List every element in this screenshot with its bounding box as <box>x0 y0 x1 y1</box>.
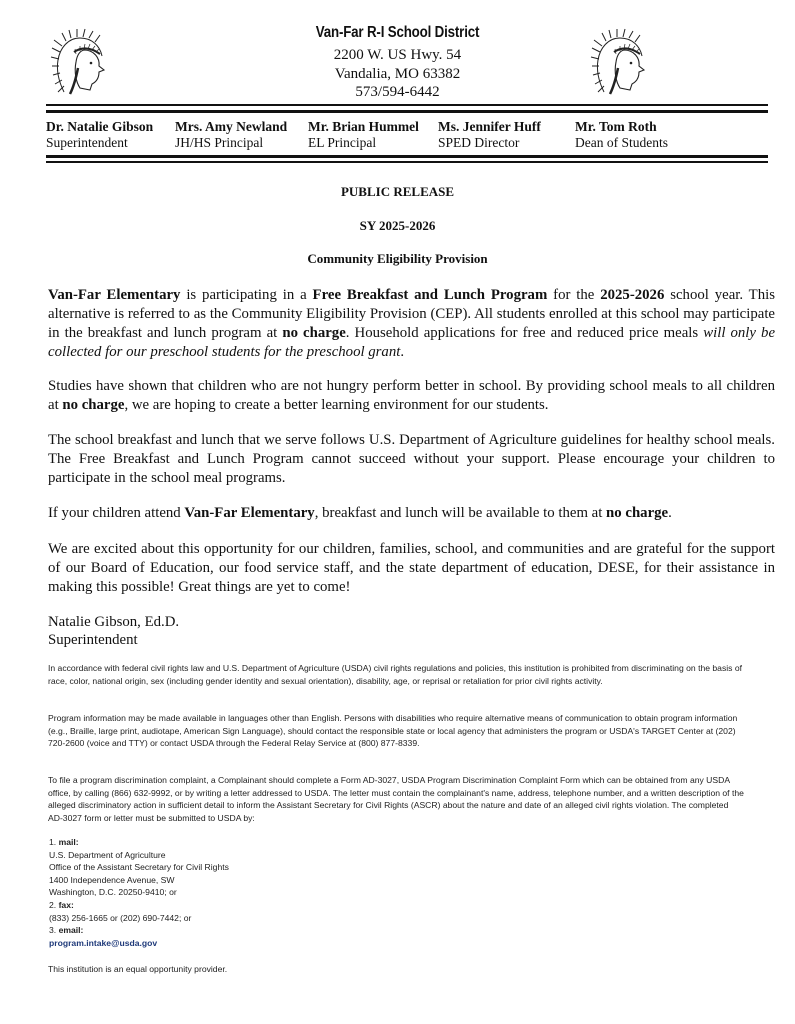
paragraph-participation: Van-Far Elementary is participating in a Free Breakfast and Lunch Program for the 2025-2026 school year. This alternative is referred to as the Community Eligibility Provision (CEP). All students enrolled at this school may participate in the breakfast and lunch program at no charge. Household applications for free and reduced price meals will only be collected for our preschool students for the preschool grant. <box>48 287 776 360</box>
fax-numbers: (833) 256-1665 or (202) 690-7442; or <box>49 912 192 923</box>
paragraph-gratitude: We are excited about this opportunity for our children, families, school, and communities and are grateful for the support of our Board of Education, our food service staff, and the state department of education, DESE, for their assistance in making this possible! Great things are yet to come! <box>48 541 775 595</box>
school-year-heading: SY 2025-2026 <box>359 218 436 233</box>
program-year: 2025-2026 <box>600 287 665 303</box>
staff-title: SPED Director <box>438 135 520 150</box>
staff-member <box>575 119 668 151</box>
district-name: Van-Far R-I School District <box>315 24 480 41</box>
header-rule-bottom-thick <box>46 155 768 158</box>
header-rule-top-thick <box>46 110 768 113</box>
paragraph-studies: Studies have shown that children who are not hungry perform better in school. By providing school meals to all children at no charge, we are hoping to create a better learning environment for our students. <box>48 378 775 413</box>
language-access-statement: Program information may be made available in languages other than English. Persons with disabilities who require alternative means of communication to obtain program information (e.g., Braille, large print, audiotape, American Sign Language), should contact the responsible state or local agency that administers the program or USDA's TARGET Center at (202) 720-2600 (voice and TTY) or contact USDA through the Federal Relay Service at (800) 877-8339. <box>48 713 738 749</box>
district-address-street: 2200 W. US Hwy. 54 <box>333 47 462 63</box>
staff-member <box>438 119 541 151</box>
mail-address-line: Washington, D.C. 20250-9410; or <box>49 887 177 898</box>
signature-title: Superintendent <box>48 632 138 648</box>
staff-name: Mrs. Amy Newland <box>175 119 288 134</box>
staff-title: Superintendent <box>46 135 128 150</box>
submission-methods <box>49 836 449 949</box>
civil-rights-statement: In accordance with federal civil rights law and U.S. Department of Agriculture (USDA) civil rights regulations and policies, this institution is prohibited from discriminating on the basis of race, color, national origin, sex (including gender identity and sexual orientation), disability, age, or reprisal or retaliation for prior civil rights activity. <box>48 663 743 686</box>
staff-member <box>175 119 287 151</box>
staff-directory <box>46 119 768 153</box>
staff-member <box>46 119 153 151</box>
equal-opportunity-statement: This institution is an equal opportunity provider. <box>48 964 228 974</box>
staff-name: Mr. Brian Hummel <box>308 119 419 134</box>
public-release-heading: PUBLIC RELEASE <box>340 184 455 199</box>
district-address-city: Vandalia, MO 63382 <box>334 66 461 82</box>
staff-title: JH/HS Principal <box>175 135 264 150</box>
staff-name: Dr. Natalie Gibson <box>46 119 154 134</box>
complaint-instructions: To file a program discrimination complaint, a Complainant should complete a Form AD-3027, USDA Program Discrimination Complaint Form which can be obtained from any USDA office, by calling (866) 632-9992, or by writing a letter addressed to USDA. The letter must contain the complainant's name, address, telephone number, and a written description of the alleged discriminatory action in sufficient detail to inform the Assistant Secretary for Civil Rights (ASCR) about the nature and date of an alleged civil rights violation. The completed AD-3027 form or letter must be submitted to USDA by: <box>48 775 744 823</box>
signature-name: Natalie Gibson, Ed.D. <box>48 614 180 630</box>
mail-method-label: 1. mail: <box>49 837 79 847</box>
program-name: Free Breakfast and Lunch Program <box>312 287 548 303</box>
fax-method-label: 2. fax: <box>49 899 74 910</box>
staff-title: EL Principal <box>308 135 377 150</box>
paragraph-availability: If your children attend Van-Far Elementary, breakfast and lunch will be available to them at no charge. <box>48 505 672 521</box>
program-heading: Community Eligibility Provision <box>307 251 488 266</box>
paragraph-guidelines: The school breakfast and lunch that we serve follows U.S. Department of Agriculture guidelines for healthy school meals. The Free Breakfast and Lunch Program cannot succeed without your support. Please encourage your children to participate in the school meal programs. <box>48 432 775 486</box>
mail-address-line: U.S. Department of Agriculture <box>49 849 166 860</box>
staff-title: Dean of Students <box>575 135 668 150</box>
staff-name: Mr. Tom Roth <box>575 119 657 134</box>
header-rule-top <box>46 104 768 106</box>
header-rule-bottom <box>46 161 768 163</box>
mail-address-line: Office of the Assistant Secretary for Civil Rights <box>49 862 229 873</box>
district-phone: 573/594-6442 <box>355 84 440 100</box>
staff-name: Ms. Jennifer Huff <box>438 119 541 134</box>
usda-email-link[interactable]: program.intake@usda.gov <box>49 937 158 948</box>
mail-address-line: 1400 Independence Avenue, SW <box>49 874 175 885</box>
staff-member <box>308 119 419 151</box>
email-method-label: 3. email: <box>49 925 84 936</box>
school-name: Van-Far Elementary <box>48 287 181 303</box>
